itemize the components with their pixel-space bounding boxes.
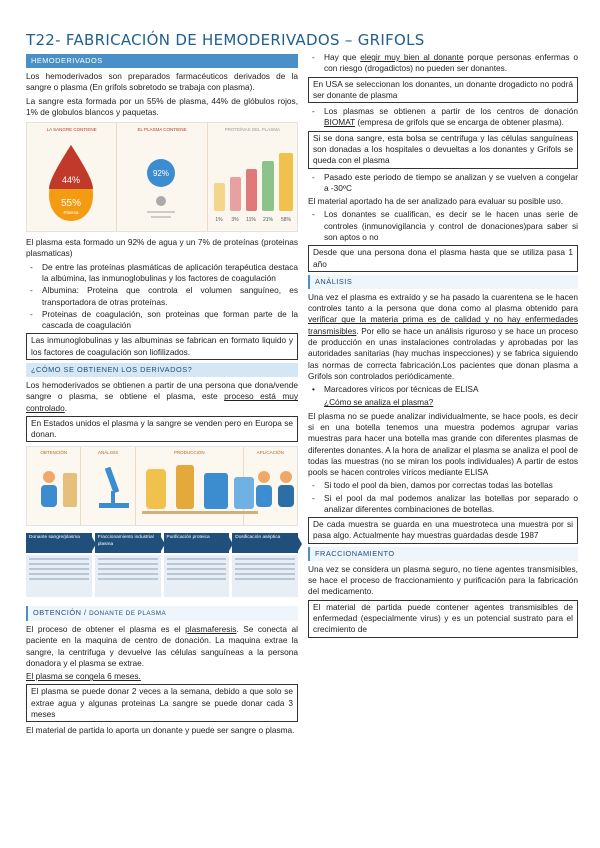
bar-label: 58% — [280, 217, 291, 224]
section-obtencion-derivados: ¿CÓMO SE OBTIENEN LOS DERIVADOS? — [26, 363, 298, 377]
left-column — [26, 52, 298, 739]
section-obtencion — [26, 606, 298, 621]
section-hemoderivados: HEMODERIVADOS — [26, 54, 298, 68]
protein-panel — [208, 123, 297, 231]
note-box: El material de partida puede contener agentes transmisibles de enfermedad (especialmente virus) y es un potencial sustrato para el crecimiento de — [308, 600, 578, 638]
underlined-text: BIOMAT — [324, 117, 356, 128]
plasma-panel — [117, 123, 207, 231]
stage-obtencion — [27, 447, 81, 525]
paragraph: El material de partida lo aporta un donante y puede ser sangre o plasma. — [26, 725, 295, 736]
text: . Se conecta al paciente en la maquina de centro de donación. La maquina extrae la sangre, la centrifuga y devuelve las células sanguíneas a la persona donadora y el plasma se extrae. — [26, 624, 298, 668]
text: Los hemoderivados se obtienen a partir de una persona que dona/vende sangre o plasma, se obtiene el plasma, este — [26, 380, 298, 402]
bar-label: 3% — [231, 217, 239, 224]
donation-list — [308, 106, 578, 129]
text: El proceso de obtener el plasma es el — [26, 624, 186, 635]
text: . — [64, 402, 68, 413]
note-box: Si se dona sangre, esta bolsa se centrifuga y las células sanguíneas son donadas a los hospitales o devueltas a los donantes y Grifols se queda con el plasma — [308, 131, 578, 169]
text: (empresa de grifols que se encarga de obtener plasma). — [355, 117, 564, 128]
list-item: • Marcadores víricos por técnicas de ELISA — [308, 384, 578, 395]
step-dosificacion — [232, 533, 298, 599]
bar-label: 11% — [245, 217, 256, 224]
step-body — [95, 555, 161, 597]
paragraph: Los hemoderivados son preparados farmacéuticos derivados de la sangre o plasma (En grifols sobretodo se trabaja con plasma). — [26, 71, 298, 93]
process-steps-diagram — [26, 531, 298, 601]
figure-label: PROTEÍNAS DEL PLASMA — [224, 127, 280, 133]
plasma-label: Plasma — [63, 210, 79, 216]
text: Los plasmas se obtienen a partir de los centros de donación — [324, 106, 578, 117]
pct-92: 92% — [153, 169, 170, 179]
freezing-list — [308, 172, 578, 195]
section-fraccionamiento: FRACCIONAMIENTO — [308, 547, 578, 561]
list-item: - Si el pool da mal podemos analizar las botellas por separado o analizar diferentes combinaciones de botellas. — [308, 493, 578, 516]
list-item — [308, 106, 578, 129]
paragraph — [26, 380, 298, 414]
list-item: - Los donantes se cualifican, es decir se le hacen unas serie de controles (inmunovigilancia y control de donaciones)para saber si son aptos o no — [308, 209, 578, 243]
paragraph — [26, 624, 298, 669]
bar-label: 21% — [262, 217, 273, 224]
stage-aplicacion — [244, 447, 297, 525]
paragraph: La sangre esta formada por un 55% de plasma, 44% de glóbulos rojos, 1% de globulos blancos y paquetas. — [26, 95, 298, 117]
note-box: Las inmunoglobulinas y las albuminas se fabrican en formato liquido y los factores de coagulación son liofilizados. — [26, 333, 298, 360]
stage-label: OBTENCIÓN — [40, 450, 68, 456]
paragraph — [308, 292, 578, 382]
protein-bottles-icon — [208, 123, 300, 231]
note-box: En USA se seleccionan los donantes, un donante drogadicto no podrá ser donante de plasma — [308, 77, 578, 104]
step-body — [26, 555, 92, 597]
text: Una vez el plasma es extraído y se ha pasado la cuarentena se le hacen controles tanto a la persona que dona como al plasma obtenido para — [308, 291, 578, 314]
underlined-text: plasmaferesis — [185, 624, 237, 635]
list-item — [308, 52, 578, 75]
stage-produccion — [136, 447, 244, 525]
note-box: En Estados unidos el plasma y la sangre se venden pero en Europa se donan. — [26, 416, 298, 443]
note-box: Desde que una persona dona el plasma hasta que se utiliza pasa 1 año — [308, 245, 578, 272]
section-subtitle: DONANTE DE PLASMA — [89, 610, 167, 618]
stage-analisis — [81, 447, 135, 525]
step-title: Donante sangre/plasma — [26, 533, 92, 553]
step-title: Fraccionamiento industrial plasma — [95, 533, 161, 553]
step-body — [164, 555, 230, 597]
list-item: - Pasado este periodo de tiempo se analizan y se vuelven a congelar a -30ºC — [308, 172, 578, 195]
pool-list — [308, 480, 578, 515]
text: Hay que — [324, 52, 361, 62]
elisa-list — [308, 384, 578, 395]
bar-label: 1% — [215, 217, 223, 224]
note-box: De cada muestra se guarda en una muestroteca una muestra por si pasa algo. Actualmente hay muestras guardadas desde 1987 — [308, 517, 578, 544]
step-body — [232, 555, 298, 597]
underlined-text: verificar que la materia prima es de calidad y no hay enfermedades transmisibles — [308, 314, 578, 336]
donor-list — [308, 52, 578, 75]
stage-label: APLICACIÓN — [256, 450, 284, 456]
list-item: - De entre las proteínas plasmáticas de aplicación terapéutica destaca la albúmina, las inmunoglobulinas y los factores de coagulación — [26, 262, 298, 285]
qualification-list — [308, 209, 578, 243]
section-title: OBTENCIÓN / — [33, 608, 90, 618]
paragraph: El plasma se congela 6 meses. — [26, 671, 141, 682]
blood-panel — [27, 123, 117, 231]
paragraph: El material aportado ha de ser analizado para evaluar su posible uso. — [308, 196, 564, 207]
list-item: - Si todo el pool da bien, damos por correctas todas las botellas — [308, 480, 578, 491]
figure-label: EL PLASMA CONTIENE — [137, 127, 187, 133]
stage-label: ANÁLISIS — [97, 450, 119, 456]
step-title: Purificación proteica — [164, 533, 230, 553]
text: porque personas enfermas o con riesgo (drogadictos) no pueden ser donantes. — [324, 52, 579, 74]
page-title: T22- FABRICACIÓN DE HEMODERIVADOS – GRIFOLS — [26, 31, 425, 49]
plasma-circle-icon — [117, 123, 205, 231]
step-donante — [26, 533, 92, 599]
process-infographic — [26, 446, 298, 526]
section-analisis: ANÁLISIS — [308, 275, 578, 289]
pct-44: 44% — [61, 175, 81, 186]
stage-label: PRODUCCIÓN — [173, 450, 205, 456]
blood-drop-icon — [27, 123, 115, 231]
figure-label: LA SANGRE CONTIENE — [46, 127, 97, 133]
paragraph: Una vez se considera un plasma seguro, no tiene agentes transmisibles, se hace el proceso de fraccionamiento y purificación para la fabricación del medicamento. — [308, 563, 578, 597]
paragraph: El plasma esta formado un 92% de agua y un 7% de proteínas (proteinas plasmaticas) — [26, 237, 298, 259]
blood-composition-figure — [26, 122, 298, 232]
question-heading: ¿Cómo se analiza el plasma? — [324, 397, 434, 408]
note-box: El plasma se puede donar 2 veces a la semana, debido a que solo se extrae agua y algunas proteinas La sangre se puede donar cada 3 meses — [26, 684, 298, 722]
pct-55: 55% — [60, 198, 82, 210]
list-item: - Proteinas de coagulación, son proteinas que forman parte de la cascada de coagulación — [26, 309, 298, 332]
step-title: Dosificación aséptica — [232, 533, 298, 553]
step-purificacion — [164, 533, 230, 599]
patient-icon — [244, 447, 308, 525]
proteins-list — [26, 262, 298, 332]
text: . Por ello se hace un análisis riguroso y se hace un proceso de producción en unas instalaciones controladas y aprobadas por las autoridades sanitarias (hay muchas inspecciones) y se fabrica siguiendo las normas de correcta fabricación.Los pacientes que donan plasma a Grifols son controlados periódicamente. — [308, 325, 578, 381]
list-item: - Albumina: Proteina que controla el volumen sanguíneo, es transportadora de otras proteínas. — [26, 285, 298, 308]
underlined-text: proceso está muy controlado — [26, 391, 298, 413]
paragraph: El plasma no se puede analizar individualmente, se hace pools, es decir si en una botella tenemos una muestra podemos agrupar varias muestras para hacer una botella mas grande con diferentes plasmas de diferentes donantes. A la hora de analizar el plasma se analiza el pool de todas las muestras (no se miran los pools individuales) A partir de estos pools se hacen controles víricos mediante ELISA — [308, 410, 578, 478]
right-column — [308, 52, 578, 641]
step-fraccionamiento — [95, 533, 161, 599]
underlined-text: elegir muy bien al donante — [360, 52, 464, 62]
